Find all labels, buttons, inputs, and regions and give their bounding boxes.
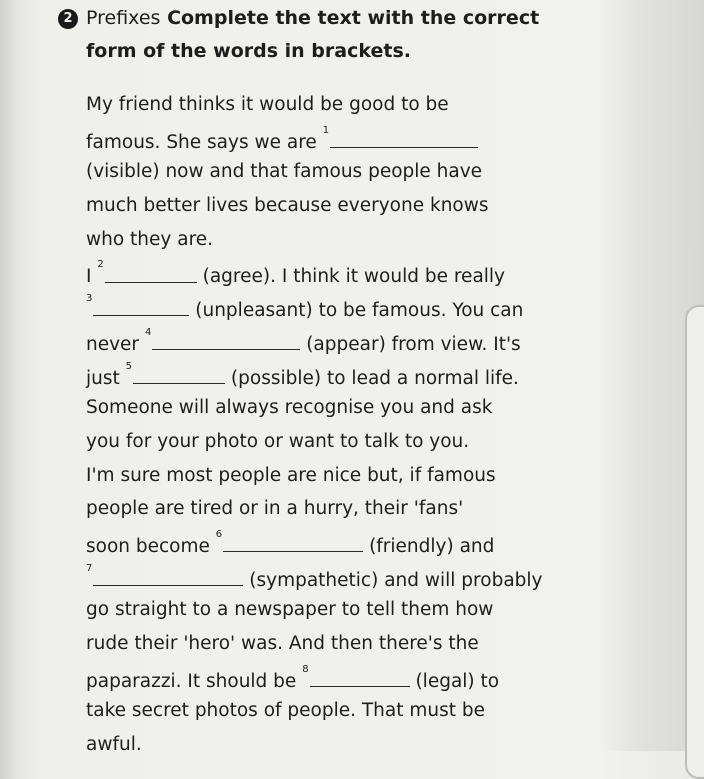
text-span: paparazzi. It should be	[86, 670, 297, 692]
gap-number-7: 7	[86, 562, 93, 574]
text-line	[86, 627, 606, 661]
text-line	[86, 155, 606, 189]
gap-blank-7[interactable]	[93, 563, 243, 586]
text-line	[86, 189, 606, 223]
instruction-part-1: Complete the text with the correct	[167, 7, 540, 29]
gap-number-1: 1	[322, 124, 330, 136]
text-span: famous. She says we are	[86, 131, 317, 153]
text-span: awful.	[86, 734, 142, 756]
text-span: you for your photo or want to talk to you.	[86, 430, 470, 452]
text-span: soon become	[86, 536, 210, 558]
text-span: rude their 'hero' was. And then there's the	[86, 633, 479, 654]
text-line	[86, 391, 606, 425]
gap-blank-2[interactable]	[105, 260, 197, 283]
text-span: (friendly) and	[369, 536, 495, 558]
text-line	[86, 661, 606, 695]
section-keyword: Prefixes	[86, 7, 161, 29]
gap-blank-8[interactable]	[310, 664, 410, 687]
text-span: (agree). I think it would be really	[202, 266, 506, 288]
gap-blank-5[interactable]	[133, 361, 225, 384]
gap-blank-3[interactable]	[93, 293, 189, 316]
text-span: people are tired or in a hurry, their 'fans'	[86, 498, 464, 520]
text-line	[86, 728, 606, 762]
gap-blank-4[interactable]	[152, 327, 300, 350]
exercise-text	[86, 88, 606, 762]
text-span: Someone will always recognise you and ask	[86, 397, 493, 419]
text-line	[86, 492, 606, 526]
gap-blank-6[interactable]	[223, 529, 363, 552]
text-span: never	[86, 333, 140, 355]
text-line	[86, 88, 606, 122]
text-line	[86, 122, 606, 156]
text-span: I'm sure most people are nice but, if famous	[86, 464, 496, 486]
exercise-number-badge: 2	[58, 9, 78, 29]
text-line	[86, 526, 606, 560]
gap-number-6: 6	[215, 528, 223, 540]
text-line	[86, 459, 606, 493]
text-line	[86, 425, 606, 459]
instruction-part-2: form of the words in brackets.	[86, 40, 411, 62]
text-span: (possible) to lead a normal life.	[230, 367, 519, 389]
text-span: much better lives because everyone knows	[86, 195, 489, 217]
text-line	[86, 694, 606, 728]
gap-number-5: 5	[125, 360, 133, 372]
exercise-block	[58, 2, 618, 762]
text-span: (legal) to	[415, 670, 500, 692]
text-line	[86, 324, 606, 358]
gap-number-2: 2	[97, 259, 104, 271]
text-span: go straight to a newspaper to tell them how	[86, 599, 494, 621]
text-line	[86, 256, 606, 290]
gap-blank-1[interactable]	[330, 125, 478, 148]
text-span: (sympathetic) and will probably	[249, 569, 543, 591]
exercise-heading	[58, 2, 618, 68]
text-span: My friend thinks it would be good to be	[86, 94, 449, 115]
text-line	[86, 358, 606, 392]
text-span: take secret photos of people. That must be	[86, 700, 486, 722]
text-line	[86, 593, 606, 627]
text-span: who they are.	[86, 228, 214, 250]
gap-number-4: 4	[144, 326, 152, 338]
heading-line-1	[86, 7, 539, 29]
gap-number-3: 3	[86, 293, 93, 305]
text-span: I	[86, 266, 92, 288]
text-span: (appear) from view. It's	[306, 333, 521, 355]
text-span: (visible) now and that famous people have	[86, 161, 483, 183]
gap-number-8: 8	[302, 663, 309, 675]
text-span: just	[86, 367, 120, 389]
text-line	[86, 290, 606, 324]
text-span: (unpleasant) to be famous. You can	[195, 300, 524, 322]
text-line	[86, 223, 606, 257]
text-line	[86, 560, 606, 594]
side-panel-box	[685, 305, 704, 779]
